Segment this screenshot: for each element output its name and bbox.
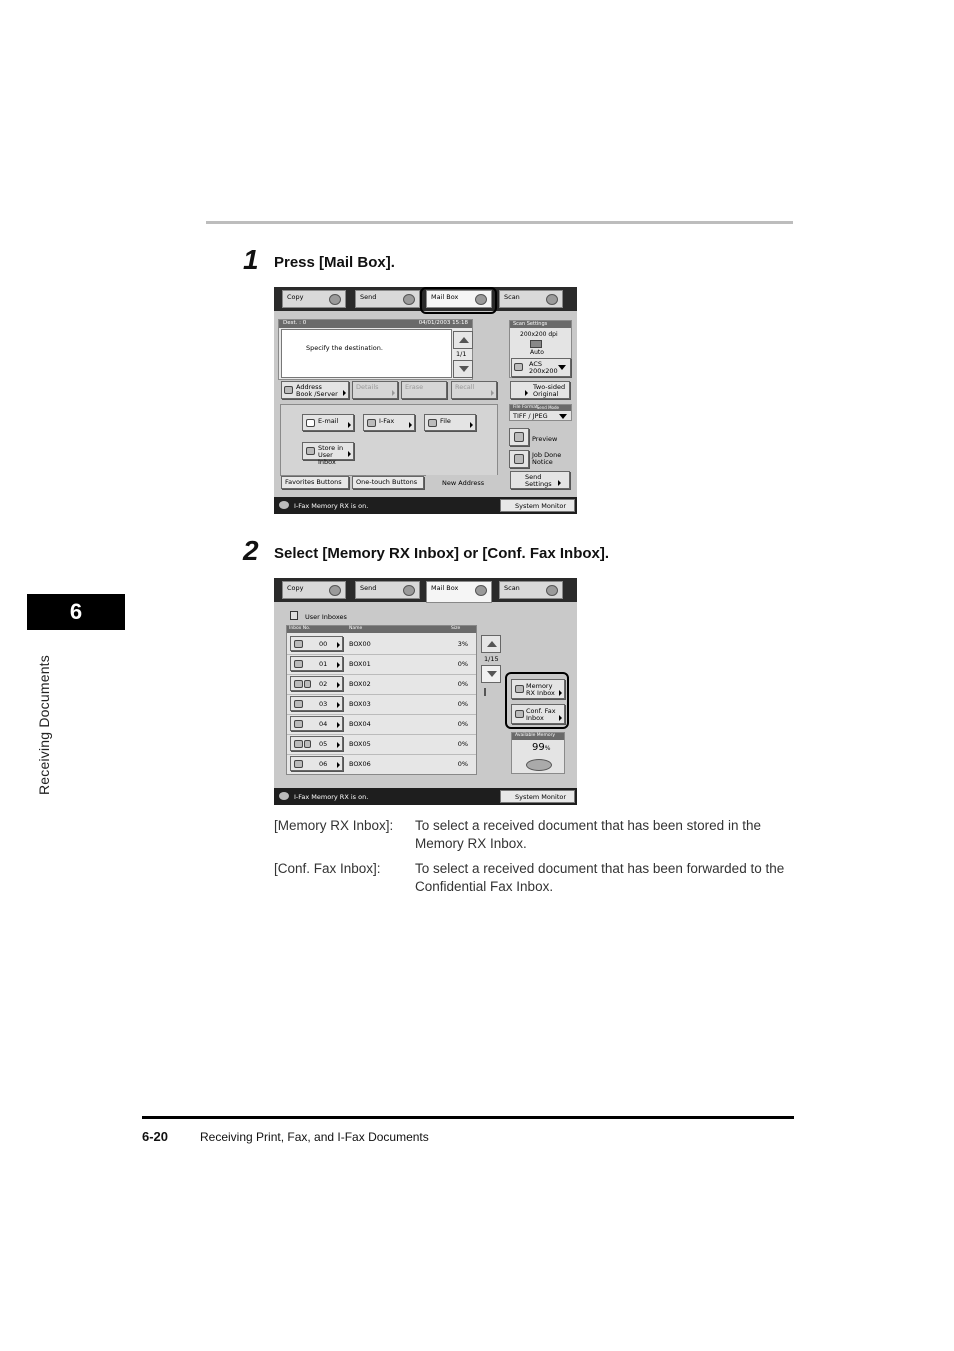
color-mode-icon bbox=[530, 340, 542, 348]
ifax-icon bbox=[367, 419, 376, 427]
button-label: Details bbox=[356, 383, 379, 391]
tab-send[interactable] bbox=[355, 290, 420, 308]
conf-fax-inbox-button[interactable] bbox=[511, 704, 565, 724]
scan-icon bbox=[546, 294, 558, 305]
tab-label: New Address bbox=[442, 479, 485, 487]
scan-icon bbox=[546, 585, 558, 596]
footer-title: Receiving Print, Fax, and I-Fax Documents bbox=[200, 1130, 429, 1144]
button-label: Recall bbox=[455, 383, 475, 391]
system-monitor-button[interactable] bbox=[500, 499, 575, 512]
acs-label: ACS bbox=[529, 360, 542, 368]
two-sided-original-button[interactable] bbox=[510, 381, 570, 399]
description-text-conf-fax: To select a received document that has been forwarded to the Confidential Fax Inbox. bbox=[415, 861, 785, 894]
inbox-size: 0% bbox=[457, 680, 468, 688]
table-row[interactable] bbox=[287, 754, 476, 774]
function-tabs bbox=[274, 578, 577, 602]
inbox-number: 00 bbox=[319, 640, 328, 648]
address-book-icon bbox=[284, 386, 293, 394]
date-time: 04/01/2003 15:18 bbox=[418, 320, 468, 326]
table-row[interactable] bbox=[287, 654, 476, 675]
scroll-down-button[interactable] bbox=[481, 665, 501, 683]
arrow-right-icon bbox=[337, 722, 340, 728]
arrow-right-icon bbox=[337, 742, 340, 748]
chevron-down-icon bbox=[558, 365, 566, 370]
arrow-right-icon bbox=[470, 422, 473, 428]
tab-label: Favorites Buttons bbox=[285, 478, 342, 486]
send-settings-button[interactable] bbox=[510, 471, 570, 489]
inbox-number-button[interactable] bbox=[290, 696, 343, 711]
status-bar bbox=[274, 497, 577, 514]
step-2-number: 2 bbox=[243, 535, 259, 566]
available-memory-readout bbox=[532, 742, 550, 753]
inbox-icon bbox=[294, 680, 303, 688]
file-format-label: File Format bbox=[513, 405, 538, 410]
status-bar bbox=[274, 788, 577, 805]
table-row[interactable] bbox=[287, 634, 476, 655]
tab-label: Copy bbox=[287, 293, 304, 301]
tab-scan[interactable] bbox=[499, 581, 563, 599]
user-inbox-icon bbox=[306, 447, 315, 455]
button-label: Conf. Fax Inbox bbox=[526, 707, 556, 722]
chapter-number-tab: 6 bbox=[27, 594, 125, 630]
new-address-tab[interactable] bbox=[426, 475, 498, 489]
tab-send[interactable] bbox=[355, 581, 420, 599]
tab-copy[interactable] bbox=[282, 290, 346, 308]
inbox-size: 3% bbox=[457, 640, 468, 648]
file-format-value[interactable]: TIFF / JPEG bbox=[513, 412, 548, 420]
document-icon bbox=[514, 363, 523, 371]
send-icon bbox=[403, 294, 415, 305]
arrow-right-icon bbox=[491, 390, 494, 396]
step-1-number: 1 bbox=[243, 244, 259, 275]
tab-label: Mail Box bbox=[431, 293, 459, 301]
arrow-right-icon bbox=[337, 662, 340, 668]
button-label: File bbox=[440, 417, 451, 425]
send-screen bbox=[274, 287, 577, 514]
inbox-name: BOX03 bbox=[349, 700, 371, 708]
step-1-instruction: Press [Mail Box]. bbox=[274, 254, 395, 271]
button-label: Memory RX Inbox bbox=[526, 682, 555, 697]
inbox-icon bbox=[294, 700, 303, 708]
scan-settings-label: Scan Settings bbox=[510, 321, 571, 328]
arrow-right-icon bbox=[343, 390, 346, 396]
arrow-right-icon bbox=[559, 715, 562, 721]
arrow-right-icon bbox=[392, 390, 395, 396]
table-row[interactable] bbox=[287, 694, 476, 715]
inbox-size: 0% bbox=[457, 740, 468, 748]
arrow-right-icon bbox=[348, 451, 351, 457]
arrow-right-icon bbox=[337, 682, 340, 688]
page-indicator: 1/15 bbox=[484, 655, 499, 663]
inbox-number-button[interactable] bbox=[290, 656, 343, 671]
step-2-instruction: Select [Memory RX Inbox] or [Conf. Fax Inbox]. bbox=[274, 545, 610, 562]
inbox-number: 03 bbox=[319, 700, 328, 708]
resolution-value: 200x200 dpi bbox=[520, 331, 558, 338]
description-term-memory-rx: [Memory RX Inbox]: bbox=[274, 818, 394, 833]
chevron-down-icon bbox=[559, 414, 567, 419]
inbox-icon bbox=[294, 740, 303, 748]
tab-scan[interactable] bbox=[499, 290, 563, 308]
table-row[interactable] bbox=[287, 734, 476, 755]
arrow-right-icon bbox=[559, 690, 562, 696]
button-label: System Monitor bbox=[515, 793, 567, 801]
status-text: I-Fax Memory RX is on. bbox=[294, 793, 369, 801]
inbox-name: BOX05 bbox=[349, 740, 371, 748]
file-format-panel bbox=[509, 404, 572, 421]
available-memory-unit: % bbox=[544, 745, 551, 752]
mail-box-icon bbox=[475, 585, 487, 596]
details-button[interactable] bbox=[352, 381, 398, 399]
footer-rule bbox=[142, 1116, 794, 1119]
column-header-size: Size bbox=[451, 626, 461, 631]
inbox-number: 01 bbox=[319, 660, 328, 668]
top-rule bbox=[206, 221, 793, 224]
lock-icon bbox=[304, 740, 311, 748]
tab-copy[interactable] bbox=[282, 581, 346, 599]
favorites-buttons-tab[interactable] bbox=[281, 476, 349, 489]
email-button[interactable] bbox=[302, 414, 354, 431]
scroll-down-button[interactable] bbox=[453, 360, 473, 378]
memory-rx-icon bbox=[515, 685, 524, 693]
inbox-icon bbox=[294, 760, 303, 768]
recall-button[interactable] bbox=[451, 381, 497, 399]
inbox-number-button[interactable] bbox=[290, 636, 343, 651]
destination-type-panel bbox=[280, 404, 498, 476]
chapter-side-label: Receiving Documents bbox=[36, 655, 52, 795]
button-label: Send Settings bbox=[525, 473, 552, 488]
mail-box-highlight bbox=[420, 287, 497, 314]
jump-to-top-icon[interactable] bbox=[484, 688, 496, 696]
preview-button[interactable] bbox=[509, 428, 529, 446]
available-memory-panel bbox=[511, 732, 565, 774]
inbox-name: BOX04 bbox=[349, 720, 371, 728]
copy-icon bbox=[329, 294, 341, 305]
preview-label: Preview bbox=[532, 435, 558, 443]
inbox-icon bbox=[294, 660, 303, 668]
arrow-right-icon bbox=[337, 762, 340, 768]
page-title: User Inboxes bbox=[305, 613, 347, 621]
arrow-right-icon bbox=[337, 642, 340, 648]
inbox-number: 04 bbox=[319, 720, 328, 728]
inbox-name: BOX06 bbox=[349, 760, 371, 768]
button-label: E-mail bbox=[318, 417, 339, 425]
file-icon bbox=[428, 419, 437, 427]
button-label: Store in User Inbox bbox=[318, 444, 344, 466]
inbox-icon bbox=[294, 720, 303, 728]
table-row[interactable] bbox=[287, 674, 476, 695]
inbox-name: BOX02 bbox=[349, 680, 371, 688]
file-format-header bbox=[510, 405, 571, 411]
lock-icon bbox=[304, 680, 311, 688]
conf-fax-icon bbox=[515, 710, 524, 718]
button-label: Two-sided Original bbox=[533, 383, 566, 398]
file-button[interactable] bbox=[424, 414, 476, 431]
inbox-size: 0% bbox=[457, 720, 468, 728]
inbox-number-button[interactable] bbox=[290, 716, 343, 731]
tab-label: Send bbox=[360, 584, 377, 592]
memory-rx-inbox-button[interactable] bbox=[511, 679, 565, 699]
page-number: 6-20 bbox=[142, 1129, 169, 1144]
destination-list[interactable] bbox=[281, 329, 452, 378]
arrow-right-icon bbox=[337, 702, 340, 708]
mode-value: Auto bbox=[530, 349, 544, 356]
system-monitor-button[interactable] bbox=[500, 790, 575, 803]
address-book-button[interactable] bbox=[281, 381, 349, 399]
inbox-number: 06 bbox=[319, 760, 328, 768]
arrow-right-icon bbox=[558, 480, 561, 486]
user-inbox-icon bbox=[290, 611, 298, 620]
send-icon bbox=[403, 585, 415, 596]
inbox-name: BOX01 bbox=[349, 660, 371, 668]
preview-icon bbox=[514, 432, 524, 442]
page-indicator: 1/1 bbox=[456, 350, 467, 358]
inbox-number: 05 bbox=[319, 740, 328, 748]
ifax-button[interactable] bbox=[363, 414, 415, 431]
erase-button[interactable] bbox=[401, 381, 447, 399]
inbox-size: 0% bbox=[457, 660, 468, 668]
table-row[interactable] bbox=[287, 714, 476, 735]
tab-label: One-touch Buttons bbox=[356, 478, 418, 486]
available-memory-value: 99 bbox=[532, 742, 545, 753]
button-label: Address Book /Server bbox=[296, 383, 338, 398]
one-touch-buttons-tab[interactable] bbox=[352, 476, 424, 489]
inbox-size: 0% bbox=[457, 760, 468, 768]
inbox-name: BOX00 bbox=[349, 640, 371, 648]
inbox-table bbox=[286, 625, 477, 775]
tab-mail-box[interactable] bbox=[426, 581, 492, 603]
destination-count: Dest. : 0 bbox=[283, 320, 307, 326]
send-mode-label: Send Mode bbox=[536, 405, 559, 410]
tab-label: Scan bbox=[504, 584, 520, 592]
tab-label: Scan bbox=[504, 293, 520, 301]
tab-label: Copy bbox=[287, 584, 304, 592]
tab-label: Send bbox=[360, 293, 377, 301]
scroll-up-button[interactable] bbox=[453, 331, 473, 349]
ifax-status-icon bbox=[279, 501, 289, 509]
button-label: System Monitor bbox=[515, 502, 567, 510]
available-memory-label: Available Memory bbox=[512, 733, 564, 740]
scroll-up-button[interactable] bbox=[481, 635, 501, 653]
copy-icon bbox=[329, 585, 341, 596]
acs-resolution: 200x200 bbox=[529, 367, 558, 375]
arrow-right-icon bbox=[348, 422, 351, 428]
inbox-size: 0% bbox=[457, 700, 468, 708]
mail-box-screen bbox=[274, 578, 577, 805]
destination-header bbox=[279, 320, 472, 328]
scan-settings-panel bbox=[509, 320, 572, 378]
arrow-right-icon bbox=[409, 422, 412, 428]
store-in-user-inbox-button[interactable] bbox=[302, 442, 354, 466]
inbox-number-button[interactable] bbox=[290, 756, 343, 771]
email-icon bbox=[306, 419, 315, 427]
description-text-memory-rx: To select a received document that has been stored in the Memory RX Inbox. bbox=[415, 818, 761, 851]
column-header-name: Name bbox=[349, 626, 363, 631]
destination-area bbox=[278, 319, 473, 380]
notice-icon bbox=[514, 454, 524, 464]
inbox-icon bbox=[294, 640, 303, 648]
inbox-number-button[interactable] bbox=[290, 736, 343, 751]
ifax-status-icon bbox=[279, 792, 289, 800]
inbox-number: 02 bbox=[319, 680, 328, 688]
button-label: I-Fax bbox=[379, 417, 395, 425]
status-text: I-Fax Memory RX is on. bbox=[294, 502, 369, 510]
memory-disk-icon bbox=[526, 759, 552, 771]
acs-dropdown[interactable] bbox=[511, 358, 571, 377]
arrow-right-icon bbox=[525, 390, 528, 396]
inbox-number-button[interactable] bbox=[290, 676, 343, 691]
table-header bbox=[287, 626, 476, 633]
job-done-notice-button[interactable] bbox=[509, 450, 529, 468]
column-header-inbox-no: Inbox No. bbox=[289, 626, 311, 631]
job-done-label: Job Done Notice bbox=[532, 451, 562, 466]
destination-message: Specify the destination. bbox=[306, 344, 383, 352]
button-label: Erase bbox=[405, 383, 424, 391]
tab-label: Mail Box bbox=[431, 584, 459, 592]
description-term-conf-fax: [Conf. Fax Inbox]: bbox=[274, 861, 381, 876]
